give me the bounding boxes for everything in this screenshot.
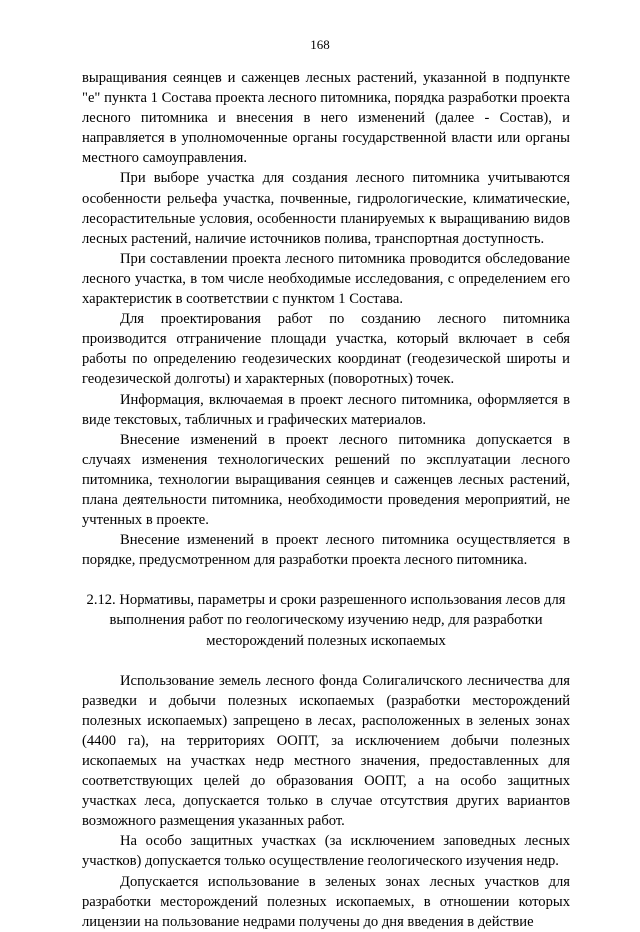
paragraph: Использование земель лесного фонда Солигаличского лесничества для разведки и добычи полезных ископаемых (разработки месторождений полезных ископаемых) запрещено в лесах, расположенных в зеленых зонах (4400 га), на территориях ООПТ, за исключением добычи полезных ископаемых на участках недр местного значения, предоставленных для соответствующих целей до образования ООПТ, а на особо защитных участках леса, допускается только в случае отсутствия других вариантов возможного размещения указанных работ.: [82, 672, 570, 830]
paragraph: На особо защитных участках (за исключением заповедных лесных участков) допускается только осуществление геологического изучения недр.: [82, 833, 570, 870]
paragraph: Для проектирования работ по созданию лесного питомника производится отграничение площади участка, который включает в себя работы по определению геодезических координат (геодезической широты и геодезической долготы) и характерных (поворотных) точек.: [82, 311, 570, 388]
document-body: [82, 68, 570, 932]
paragraph: Информация, включаемая в проект лесного питомника, оформляется в виде текстовых, табличных и графических материалов.: [82, 391, 570, 428]
paragraph: При выборе участка для создания лесного питомника учитываются особенности рельефа участка, почвенные, гидрологические, климатические, лесорастительные условия, особенности планируемых к выращиванию видов лесных растений, наличие источников полива, транспортная доступность.: [82, 170, 570, 247]
paragraph: При составлении проекта лесного питомника проводится обследование лесного участка, в том числе необходимые исследования, с определением его характеристик в соответствии с пунктом 1 Состава.: [82, 250, 570, 308]
paragraph: Внесение изменений в проект лесного питомника осуществляется в порядке, предусмотренном для разработки проекта лесного питомника.: [82, 532, 570, 569]
paragraph: Допускается использование в зеленых зонах лесных участков для разработки месторождений полезных ископаемых, в отношении которых лицензии на пользование недрами получены до дня введения в действие: [82, 873, 570, 930]
paragraph-continuation: выращивания сеянцев и саженцев лесных растений, указанной в подпункте "е" пункта 1 Состава проекта лесного питомника, порядка разработки проекта лесного питомника и внесения в него изменений (далее - Состав), и направляется в уполномоченные органы государственной власти или органы местного самоуправления.: [82, 70, 570, 167]
page-number: 168: [310, 37, 330, 52]
section-heading: 2.12. Нормативы, параметры и сроки разрешенного использования лесов для выполнения работ по геологическому изучению недр, для разработки месторождений полезных ископаемых: [86, 592, 566, 649]
paragraph: Внесение изменений в проект лесного питомника допускается в случаях изменения технологических решений по эксплуатации лесного питомника, технологии выращивания сеянцев и саженцев лесных растений, плана деятельности питомника, необходимости проведения мероприятий, не учтенных в проекте.: [82, 431, 570, 529]
